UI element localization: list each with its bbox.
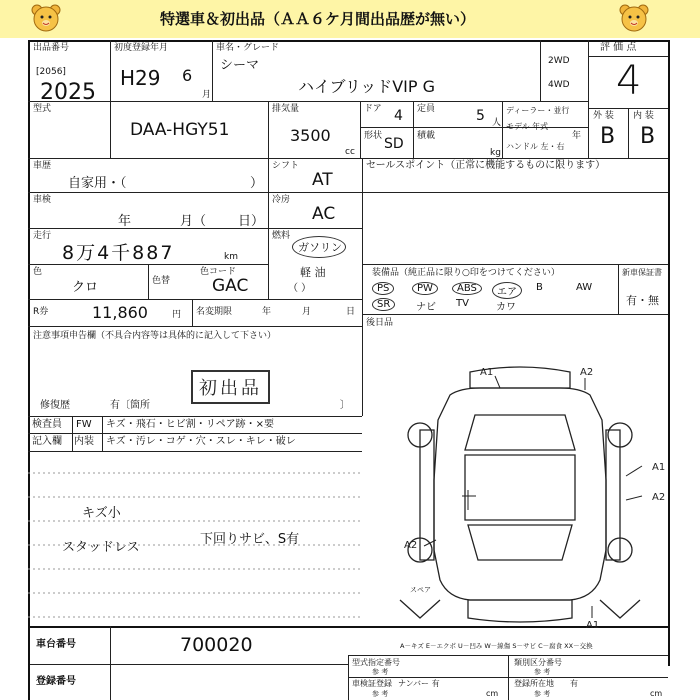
rule: [148, 264, 149, 299]
interior-label: 内 装: [633, 111, 654, 121]
cm-unit: cm: [486, 689, 499, 698]
number-plate-label: 車検証登録: [352, 679, 392, 688]
lot-number: 2025: [40, 80, 96, 105]
nc-month: 月: [302, 307, 312, 317]
rule: [360, 101, 361, 158]
handwritten-note-2: スタッドレス: [62, 540, 140, 555]
rule: [362, 158, 363, 416]
inspection-year: 年: [118, 214, 132, 229]
registration-month: 6: [182, 66, 193, 85]
rule: [28, 326, 362, 327]
damage-mark: A1: [586, 620, 600, 630]
shift-label: シフト: [272, 161, 300, 171]
fuel-circle-mark: [292, 236, 346, 258]
car-damage-diagram: [380, 360, 668, 630]
rule: [102, 416, 103, 451]
later-items-label: 後日品: [366, 318, 394, 328]
ref-2: 参 考: [534, 668, 551, 676]
cc-unit: cc: [345, 147, 355, 157]
interior-grade: B: [640, 124, 656, 149]
ac-label: 冷房: [272, 195, 291, 205]
ref-1: 参 考: [372, 668, 389, 676]
car-name: シーマ: [220, 58, 260, 73]
displacement-value: 3500: [290, 126, 331, 145]
banner-title: 特選車＆初出品（ＡＡ６ケ月間出品歴が無い）: [160, 10, 476, 28]
rule: [192, 299, 193, 326]
equipment-item: PS: [372, 282, 394, 295]
rule: [110, 626, 111, 700]
recycle-value: 11,860: [92, 303, 148, 322]
fuel-diesel: 軽 油: [300, 266, 326, 279]
history-value: 自家用・（: [68, 176, 127, 191]
handle-label: ハンドル 左・右: [506, 142, 565, 151]
handwritten-note-3: 下回りサビ、S有: [200, 532, 300, 547]
fuel-label: 燃料: [272, 231, 291, 241]
rule: [628, 108, 629, 158]
rule: [362, 314, 668, 315]
yen-unit: 円: [172, 310, 182, 320]
warranty-label: 新車保証書: [622, 268, 662, 277]
yes-value: 有: [570, 679, 578, 688]
equipment-item: カワ: [496, 302, 516, 313]
chassis-number-label: 車台番号: [36, 639, 76, 650]
exterior-label: 外 装: [593, 111, 614, 121]
damage-mark: A1: [480, 367, 494, 378]
equipment-item: エア: [492, 282, 522, 299]
rule: [28, 158, 668, 159]
seats-value: 5: [476, 108, 485, 124]
kg-unit: kg: [490, 148, 501, 158]
chassis-number: 700020: [180, 634, 253, 656]
model-code: DAA-HGY51: [130, 120, 230, 140]
drive-2wd: 2WD: [548, 56, 570, 66]
repair-value: 有〔箇所: [110, 400, 150, 411]
rule: [28, 299, 362, 300]
rule: [28, 433, 362, 434]
rule: [110, 40, 111, 158]
rule: [502, 101, 503, 158]
repair-close: 〕: [340, 400, 350, 411]
damage-mark: A2: [652, 492, 666, 503]
inspector-label: 検査員: [32, 419, 62, 430]
history-label: 車歴: [33, 161, 52, 171]
evaluation-score: 4: [616, 58, 642, 104]
equipment-item: PW: [412, 282, 438, 295]
color-value: クロ: [72, 280, 99, 295]
equipment-item: AW: [576, 282, 593, 293]
registration-year: H29: [120, 66, 161, 90]
inspector-row2-prefix: 内装: [74, 436, 94, 447]
notes-header: 注意事項申告欄（不具合内容等は具体的に記入して下さい）: [33, 331, 277, 341]
equipment-item: SR: [372, 298, 395, 311]
mileage-value: 8万4千887: [62, 242, 175, 264]
repair-label: 修復歴: [40, 400, 70, 411]
nc-day: 日: [346, 307, 356, 317]
inspection-day: 日）: [238, 214, 265, 229]
rule: [28, 664, 348, 665]
history-close: ）: [250, 176, 264, 191]
rule: [618, 264, 619, 314]
rule: [72, 416, 73, 451]
model-label: 型式: [33, 104, 52, 114]
equipment-row-1: [372, 282, 618, 296]
rule: [362, 264, 668, 265]
drive-4wd: 4WD: [548, 80, 570, 90]
spare-label: スペア: [410, 586, 431, 594]
equipment-row-2: [372, 298, 618, 312]
first-registration-label: 初度登録年月: [114, 43, 169, 53]
rule: [28, 192, 668, 193]
doors-label: ドア: [364, 104, 382, 114]
color-label: 色: [33, 267, 43, 277]
inspector-row1-prefix: FW: [76, 419, 92, 430]
equipment-item: ABS: [452, 282, 482, 295]
damage-mark: A1: [652, 462, 666, 473]
damage-mark: A2: [404, 540, 418, 551]
fuel-gasoline: ガソリン: [298, 241, 342, 254]
rule: [588, 40, 589, 158]
mileage-label: 走行: [33, 231, 52, 241]
damage-legend: A－キズ E－エクボ U－凹み W－線傷 S－サビ C－腐食 XX－交換: [400, 642, 593, 650]
nc-year: 年: [262, 307, 272, 317]
equipment-item: B: [536, 282, 543, 293]
inspection-label: 車検: [33, 195, 52, 205]
seats-unit: 人: [492, 118, 502, 128]
handwritten-note-1: キズ小: [82, 506, 121, 521]
exterior-grade: B: [600, 124, 616, 149]
score-label: 評 価 点: [600, 42, 637, 53]
number-plate-value: ナンバー 有: [398, 679, 440, 688]
year-unit: 年: [572, 131, 582, 141]
rule: [268, 158, 269, 299]
lot-number-label: 出品番号: [33, 43, 70, 53]
frame-top: [28, 40, 670, 42]
bear-mascot-icon: [30, 2, 62, 34]
inspector-row2: キズ・汚レ・コゲ・穴・スレ・キレ・破レ: [106, 436, 296, 447]
damage-mark: A2: [580, 367, 594, 378]
model-year-label: モデル 年式: [506, 122, 549, 131]
ref-3: 参 考: [372, 690, 389, 698]
lot-small-number: [2056]: [36, 67, 66, 77]
registration-number-label: 登録番号: [36, 676, 76, 687]
sales-point-label: セールスポイント（正常に機能するものに限ります）: [366, 160, 606, 171]
rule: [28, 101, 588, 102]
class-label: 類別区分番号: [514, 658, 562, 667]
rule: [360, 127, 588, 128]
month-unit: 月: [202, 90, 212, 100]
shape-label: 形状: [364, 131, 383, 141]
writer-label: 記入欄: [32, 436, 62, 447]
rule: [28, 626, 30, 700]
color-code-label: 色コード: [200, 267, 237, 277]
equipment-item: ナビ: [416, 302, 436, 313]
rule: [540, 40, 541, 101]
equipment-label: 装備品（純正品に限り○印をつけてください）: [372, 268, 560, 278]
bear-mascot-icon: [618, 2, 650, 34]
type-cert-label: 型式指定番号: [352, 658, 400, 667]
ref-4: 参 考: [534, 690, 551, 698]
rule: [588, 56, 668, 57]
rule: [508, 655, 509, 700]
seats-label: 定員: [417, 104, 436, 114]
fuel-other: （ ）: [288, 283, 312, 294]
color-change-label: 色替: [152, 276, 171, 286]
dealer-label: ディーラー・並行: [506, 106, 570, 115]
name-change-label: 名変期限: [196, 307, 233, 317]
ac-value: AC: [312, 204, 336, 224]
inspector-row1: キズ・飛石・ヒビ割・リペア跡・×要: [106, 419, 274, 430]
cm-unit: cm: [650, 689, 663, 698]
color-code-value: GAC: [212, 276, 249, 296]
doors-value: 4: [394, 108, 403, 124]
first-listing-stamp: 初出品: [191, 370, 270, 404]
rule: [268, 101, 269, 158]
shift-value: AT: [312, 170, 333, 190]
recycle-label: R券: [33, 307, 49, 317]
car-grade: ハイブリッドVIP G: [298, 77, 436, 96]
warranty-value: 有・無: [626, 294, 659, 307]
rule: [413, 101, 414, 158]
car-name-label: 車名・グレード: [216, 43, 280, 53]
displacement-label: 排気量: [272, 104, 300, 114]
rule: [28, 416, 362, 417]
cert-label: 登録所在地: [514, 679, 554, 688]
frame-right: [668, 40, 670, 666]
equipment-item: TV: [456, 298, 469, 309]
payload-label: 積載: [417, 131, 436, 141]
km-unit: km: [224, 252, 238, 262]
shape-value: SD: [384, 136, 404, 152]
inspection-month: 月（: [180, 214, 207, 229]
rule: [212, 40, 213, 101]
